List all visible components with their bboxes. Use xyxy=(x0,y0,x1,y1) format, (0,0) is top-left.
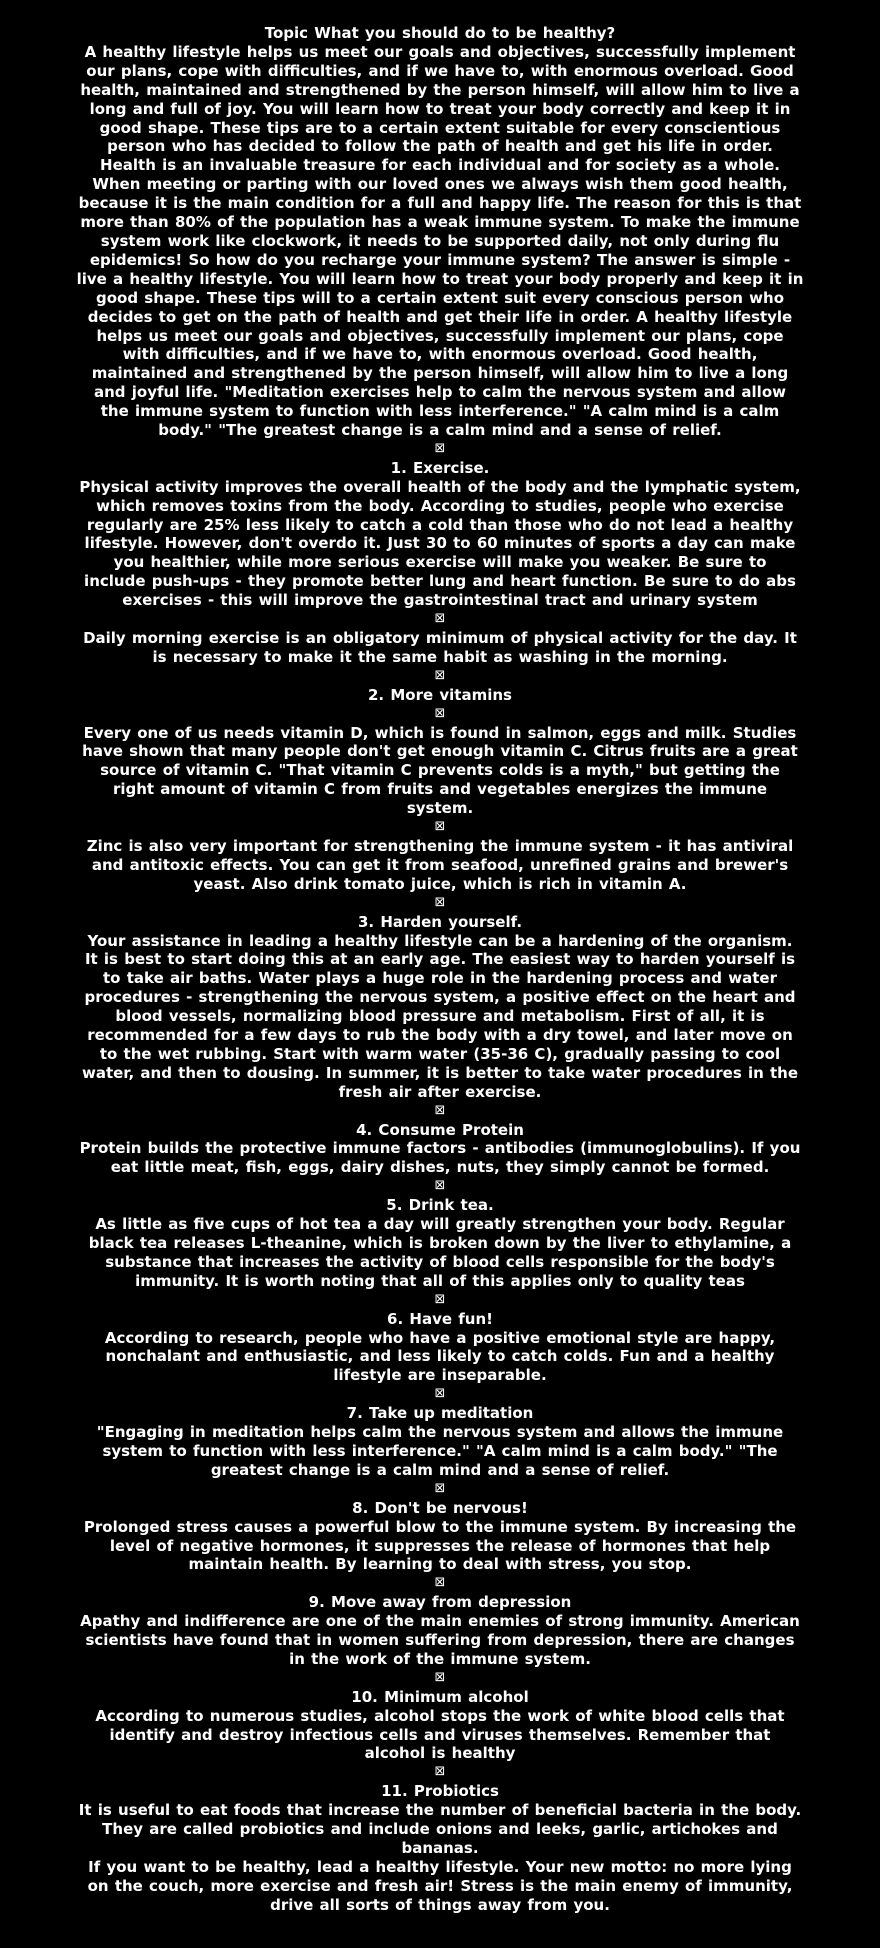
document-body xyxy=(50,43,830,1915)
paragraph-line: Daily morning exercise is an obligatory minimum of physical activity for the day. It xyxy=(83,629,797,647)
paragraph xyxy=(50,1707,830,1764)
section-separator-icon: ⊠ xyxy=(434,819,446,835)
section-heading: 5. Drink tea. xyxy=(386,1196,494,1215)
paragraph-line: A healthy lifestyle helps us meet our goals and objectives, successfully implement xyxy=(84,42,796,61)
paragraph-line: water, and then to dousing. In summer, it is better to take water procedures in the xyxy=(81,1063,799,1082)
section-heading: 2. More vitamins xyxy=(368,685,512,704)
paragraph-line: Every one of us needs vitamin D, which is found in salmon, eggs and milk. Studies xyxy=(83,723,797,742)
section-heading: 7. Take up meditation xyxy=(346,1404,534,1423)
section-separator-icon: ⊠ xyxy=(434,894,446,910)
paragraph-line: system work like clockwork, it needs to be supported daily, not only during flu xyxy=(100,231,780,250)
paragraph-line: black tea releases L-theanine, which is broken down by the liver to ethylamine, a xyxy=(88,1234,792,1252)
paragraph-line: fresh air after exercise. xyxy=(338,1082,542,1101)
paragraph-line: Physical activity improves the overall health of the body and the lymphatic system, xyxy=(79,477,801,496)
paragraph-line: epidemics! So how do you recharge your immune system? The answer is simple - xyxy=(89,250,791,269)
paragraph xyxy=(50,1518,830,1575)
paragraph xyxy=(50,478,830,610)
paragraph-line: more than 80% of the population has a weak immune system. To make the immune xyxy=(80,213,800,232)
paragraph-line: Zinc is also very important for strengthening the immune system - it has antiviral xyxy=(86,836,794,855)
paragraph-line: According to research, people who have a positive emotional style are happy, xyxy=(104,1328,776,1347)
paragraph-line: you healthier, while more serious exercise will make you weaker. Be sure to xyxy=(113,553,767,572)
paragraph-line: They are called probiotics and include onions and leeks, garlic, artichokes and xyxy=(102,1820,778,1839)
paragraph-line: lifestyle are inseparable. xyxy=(333,1366,547,1385)
paragraph-line: good shape. These tips are to a certain extent suitable for every conscientious xyxy=(99,118,781,137)
section-heading: 8. Don't be nervous! xyxy=(352,1498,528,1517)
document-title: Topic What you should do to be healthy? xyxy=(264,24,616,42)
paragraph-line: Prolonged stress causes a powerful blow to the immune system. By increasing the xyxy=(83,1517,797,1536)
paragraph-line: When meeting or parting with our loved ones we always wish them good health, xyxy=(92,175,788,194)
paragraph-line: Protein builds the protective immune factors - antibodies (immunoglobulins). If you xyxy=(79,1139,801,1158)
section-separator-icon: ⊠ xyxy=(434,1291,446,1307)
section-separator-icon: ⊠ xyxy=(434,1480,446,1496)
paragraph-line: and antitoxic effects. You can get it from seafood, unrefined grains and brewer's xyxy=(91,855,789,874)
section-separator-icon: ⊠ xyxy=(434,1764,446,1780)
paragraph-line: and joyful life. "Meditation exercises help to calm the nervous system and allow xyxy=(94,383,786,402)
paragraph-line: the immune system to function with less interference." "A calm mind is a calm xyxy=(100,402,780,421)
paragraph-line: immunity. It is worth noting that all of this applies only to quality teas xyxy=(135,1271,745,1290)
paragraph-line: If you want to be healthy, lead a healthy lifestyle. Your new motto: no more lying xyxy=(88,1857,792,1876)
paragraph xyxy=(50,1423,830,1480)
paragraph-line: health, maintained and strengthened by the person himself, will allow him to live a xyxy=(80,80,800,99)
paragraph-line: greatest change is a calm mind and a sense of relief. xyxy=(210,1460,670,1479)
paragraph-line: on the couch, more exercise and fresh air! Stress is the main enemy of immunity, xyxy=(87,1876,793,1895)
paragraph xyxy=(50,43,830,440)
paragraph-line: right amount of vitamin C from fruits and vegetables energizes the immune xyxy=(112,780,768,799)
paragraph-line: level of negative hormones, it suppresses the release of hormones that help xyxy=(109,1536,771,1555)
paragraph-line: Your assistance in leading a healthy lifestyle can be a hardening of the organism. xyxy=(87,931,793,950)
paragraph-line: helps us meet our goals and objectives, successfully implement our plans, cope xyxy=(96,326,784,345)
paragraph-line: include push-ups - they promote better lung and heart function. Be sure to do abs xyxy=(84,572,796,591)
paragraph-line: our plans, cope with difficulties, and if we have to, with enormous overload. Good xyxy=(86,61,794,80)
paragraph xyxy=(50,837,830,894)
paragraph-line: procedures - strengthening the nervous system, a positive effect on the heart and xyxy=(84,988,796,1007)
paragraph-line: identify and destroy infectious cells and viruses themselves. Remember that xyxy=(109,1725,771,1744)
paragraph-line: in the work of the immune system. xyxy=(289,1649,591,1668)
section-separator-icon: ⊠ xyxy=(434,440,446,456)
paragraph-line: system to function with less interference." "A calm mind is a calm body." "The xyxy=(102,1441,778,1460)
paragraph-line: with difficulties, and if we have to, with enormous overload. Good health, xyxy=(122,345,758,364)
paragraph xyxy=(50,1801,830,1914)
paragraph-line: eat little meat, fish, eggs, dairy dishes, nuts, they simply cannot be formed. xyxy=(110,1158,770,1177)
paragraph-line: maintained and strengthened by the person himself, will allow him to live a long xyxy=(91,364,789,383)
section-heading: 10. Minimum alcohol xyxy=(351,1687,529,1706)
paragraph-line: to take air baths. Water plays a huge role in the hardening process and water xyxy=(103,969,777,988)
paragraph-line: have shown that many people don't get enough vitamin C. Citrus fruits are a great xyxy=(82,742,798,761)
paragraph-line: "Engaging in meditation helps calm the nervous system and allows the immune xyxy=(96,1423,784,1442)
paragraph-line: body." "The greatest change is a calm mind and a sense of relief. xyxy=(158,421,722,440)
paragraph-line: Health is an invaluable treasure for each individual and for society as a whole. xyxy=(100,156,780,175)
paragraph xyxy=(50,1139,830,1177)
section-separator-icon: ⊠ xyxy=(434,1575,446,1591)
paragraph-line: which removes toxins from the body. According to studies, people who exercise xyxy=(96,496,784,515)
section-heading: 1. Exercise. xyxy=(390,458,490,477)
paragraph-line: system. xyxy=(406,799,474,818)
section-heading: 3. Harden yourself. xyxy=(357,912,523,931)
paragraph-line: Apathy and indifference are one of the main enemies of strong immunity. American xyxy=(80,1612,800,1631)
paragraph-line: bananas. xyxy=(401,1839,479,1857)
paragraph-line: drive all sorts of things away from you. xyxy=(270,1895,610,1914)
section-heading: 6. Have fun! xyxy=(387,1309,493,1328)
section-heading: 9. Move away from depression xyxy=(308,1593,572,1612)
paragraph-line: good shape. These tips will to a certain extent suit every conscious person who xyxy=(96,288,784,307)
section-heading: 11. Probiotics xyxy=(381,1782,499,1801)
section-separator-icon: ⊠ xyxy=(434,611,446,627)
paragraph-line: to the wet rubbing. Start with warm water (35-36 C), gradually passing to cool xyxy=(99,1044,781,1063)
paragraph-line: because it is the main condition for a full and happy life. The reason for this is that xyxy=(78,194,802,213)
paragraph xyxy=(50,1329,830,1386)
paragraph-line: scientists have found that in women suffering from depression, there are changes xyxy=(85,1631,795,1650)
section-heading: 4. Consume Protein xyxy=(356,1120,524,1139)
paragraph-line: nonchalant and enthusiastic, and less likely to catch colds. Fun and a healthy xyxy=(105,1347,775,1366)
section-separator-icon: ⊠ xyxy=(434,667,446,683)
paragraph-line: blood vessels, normalizing blood pressure and metabolism. First of all, it is xyxy=(115,1007,765,1026)
paragraph-line: person who has decided to follow the path of health and get his life in order. xyxy=(107,137,773,156)
paragraph-line: substance that increases the activity of blood cells responsible for the body's xyxy=(105,1252,775,1271)
paragraph-line: According to numerous studies, alcohol stops the work of white blood cells that xyxy=(95,1706,785,1725)
section-separator-icon: ⊠ xyxy=(434,1102,446,1118)
paragraph xyxy=(50,724,830,819)
section-separator-icon: ⊠ xyxy=(434,1178,446,1194)
paragraph-line: is necessary to make it the same habit as washing in the morning. xyxy=(152,647,728,666)
paragraph-line: recommended for a few days to rub the body with a dry towel, and later move on xyxy=(87,1026,793,1045)
paragraph xyxy=(50,1612,830,1669)
paragraph-line: alcohol is healthy xyxy=(364,1744,516,1763)
paragraph-line: source of vitamin C. "That vitamin C prevents colds is a myth," but getting the xyxy=(100,761,780,780)
section-separator-icon: ⊠ xyxy=(434,1669,446,1685)
paragraph-line: decides to get on the path of health and get their life in order. A healthy lifestyle xyxy=(87,307,793,326)
paragraph xyxy=(50,1215,830,1291)
paragraph-line: long and full of joy. You will learn how to treat your body correctly and keep it in xyxy=(89,99,791,118)
paragraph-line: It is useful to eat foods that increase the number of beneficial bacteria in the body. xyxy=(78,1801,802,1820)
paragraph-line: lifestyle. However, don't overdo it. Just 30 to 60 minutes of sports a day can make xyxy=(84,534,796,553)
paragraph-line: It is best to start doing this at an early age. The easiest way to harden yourself is xyxy=(84,950,796,969)
paragraph-line: exercises - this will improve the gastrointestinal tract and urinary system xyxy=(122,591,758,610)
paragraph-line: maintain health. By learning to deal with stress, you stop. xyxy=(188,1555,692,1574)
paragraph-line: yeast. Also drink tomato juice, which is rich in vitamin A. xyxy=(193,874,687,893)
section-separator-icon: ⊠ xyxy=(434,705,446,721)
section-separator-icon: ⊠ xyxy=(434,1386,446,1402)
paragraph-line: live a healthy lifestyle. You will learn how to treat your body properly and keep it in xyxy=(76,269,804,288)
paragraph xyxy=(50,932,830,1102)
paragraph-line: regularly are 25% less likely to catch a cold than those who do not lead a healthy xyxy=(86,515,794,534)
paragraph xyxy=(50,629,830,667)
paragraph-line: As little as five cups of hot tea a day will greatly strengthen your body. Regular xyxy=(95,1215,785,1234)
